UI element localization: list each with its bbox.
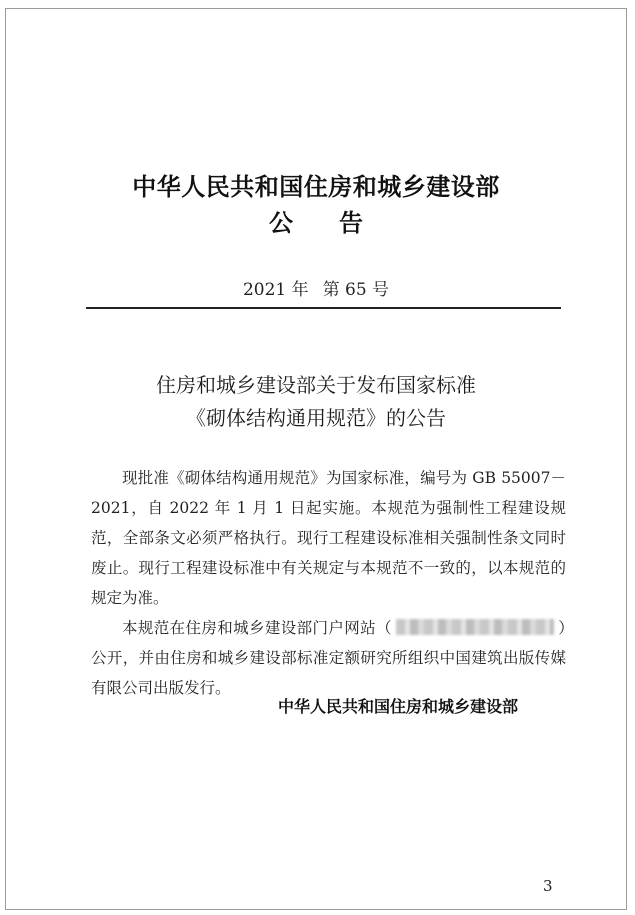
document-type-heading: [6, 203, 626, 238]
issue-year: 2021 年: [242, 280, 309, 300]
header-divider-rule: [86, 307, 561, 309]
notice-body: [91, 463, 566, 703]
document-page: [5, 8, 627, 910]
issue-number: 第 65 号: [322, 280, 390, 300]
redacted-website-url: [396, 619, 554, 635]
issue-number-line: [6, 275, 626, 300]
body-paragraph-2-end: ）公开，并由住房和城乡建设部标准定额研究所组织中国建筑出版传媒有限公司出版发行。: [91, 619, 566, 697]
notice-title-line-2: 《砌体结构通用规范》的公告: [186, 406, 446, 430]
document-type-char-2: 告: [339, 209, 363, 237]
body-paragraph-2-start: 本规范在住房和城乡建设部门户网站（: [122, 619, 392, 637]
document-type-char-1: 公: [269, 209, 293, 237]
notice-title-line-1: 住房和城乡建设部关于发布国家标准: [156, 373, 476, 397]
issuing-authority-header: 中华人民共和国住房和城乡建设部: [132, 173, 500, 201]
page-number: 3: [543, 877, 553, 895]
body-paragraph-1: 现批准《砌体结构通用规范》为国家标准，编号为 GB 55007－2021，自 2022 年 1 月 1 日起实施。本规范为强制性工程建设规范，全部条文必须严格执行。现行工程建设标准相关强制性条文同时废止。现行工程建设标准中有关规定与本规范不一致的，以本规范的规定为准。: [91, 469, 566, 607]
signature-authority: 中华人民共和国住房和城乡建设部: [278, 697, 519, 716]
body-paragraph-2: [91, 613, 566, 703]
